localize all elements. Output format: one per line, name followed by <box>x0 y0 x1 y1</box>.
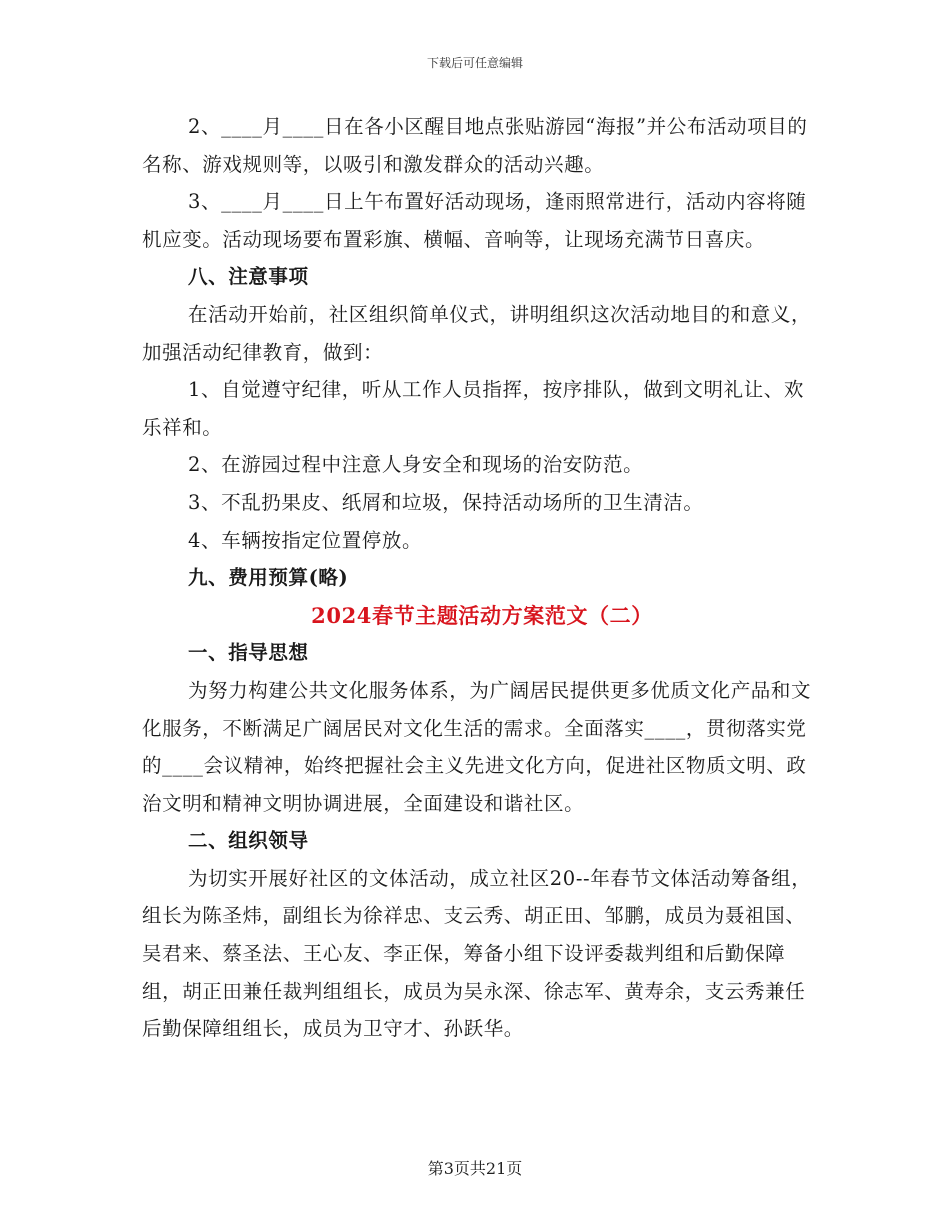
paragraph: 3、不乱扔果皮、纸屑和垃圾，保持活动场所的卫生清洁。 <box>188 490 704 514</box>
section-heading: 八、注意事项 <box>188 265 309 289</box>
header-note: 下载后可任意编辑 <box>426 56 523 70</box>
paragraph: 4、车辆按指定位置停放。 <box>188 528 423 552</box>
paragraph: 在活动开始前，社区组织简单仪式，讲明组织这次活动地目的和意义，加强活动纪律教育，做到： <box>142 302 812 364</box>
paragraph: 为努力构建公共文化服务体系，为广阔居民提供更多优质文化产品和文化服务，不断满足广阔居民对文化生活的需求。全面落实____，贯彻落实党的____会议精神，始终把握社会主义先进文化方向，促进社区物质文明、政治文明和精神文明协调进展，全面建设和谐社区。 <box>142 678 812 815</box>
paragraph: 2、____月____日在各小区醒目地点张贴游园“海报”并公布活动项目的名称、游戏规则等，以吸引和激发群众的活动兴趣。 <box>142 115 808 176</box>
document-title: 2024春节主题活动方案范文（二） <box>311 602 653 628</box>
paragraph: 2、在游园过程中注意人身安全和现场的治安防范。 <box>188 453 644 477</box>
document-body <box>142 108 822 1048</box>
section-heading: 九、费用预算(略) <box>188 566 349 590</box>
section-heading: 二、组织领导 <box>188 829 309 853</box>
page-number: 第3页共21页 <box>427 1159 523 1178</box>
paragraph: 3、____月____日上午布置好活动现场，逢雨照常进行，活动内容将随机应变。活动现场要布置彩旗、横幅、音响等，让现场充满节日喜庆。 <box>142 190 807 251</box>
section-heading: 一、指导思想 <box>188 641 309 665</box>
paragraph: 1、自觉遵守纪律，听从工作人员指挥，按序排队，做到文明礼让、欢乐祥和。 <box>142 378 805 439</box>
paragraph: 为切实开展好社区的文体活动，成立社区20--年春节文体活动筹备组，组长为陈圣炜，副组长为徐祥忠、支云秀、胡正田、邹鹏，成员为聂祖国、吴君来、蔡圣法、王心友、李正保，筹备小组下设评委裁判组和后勤保障组，胡正田兼任裁判组组长，成员为吴永深、徐志军、黄寿余，支云秀兼任后勤保障组组长，成员为卫守才、孙跃华。 <box>142 866 812 1041</box>
